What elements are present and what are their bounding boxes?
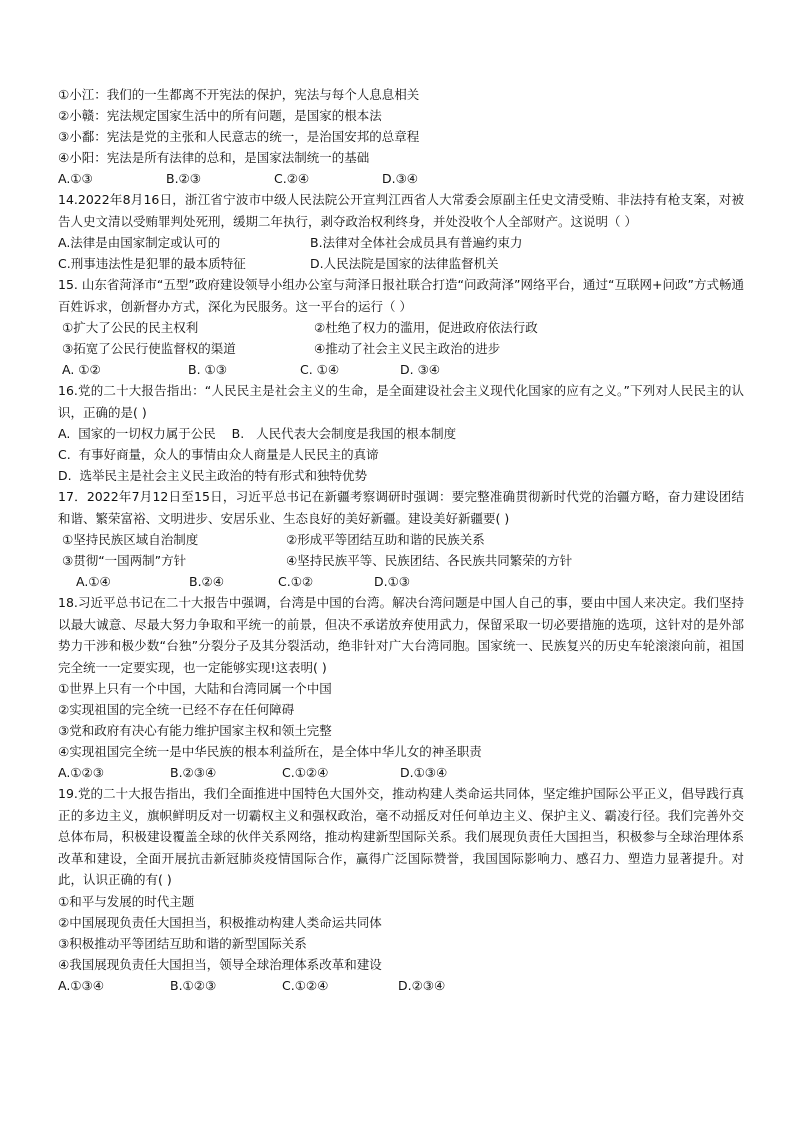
q17-statement-3: ③贯彻“一国两制”方针 — [62, 553, 187, 568]
q16-option-d: D. 选举民主是社会主义民主政治的特有形式和独特优势 — [58, 468, 368, 483]
q18-options — [58, 762, 744, 783]
q19-option-c: C.①②④ — [282, 977, 329, 993]
q17-statement-2: ②形成平等团结互助和谐的民族关系 — [286, 532, 485, 547]
q15-stem: 15. 山东省菏泽市“五型”政府建设领导小组办公室与菏泽日报社联合打造“问政菏泽”网络平台，通过“互联网+问政”方式畅通百姓诉求，创新督办方式，深化为民服务。这一平台的运行（ ） — [58, 277, 744, 314]
q19-statement-1: ①和平与发展的时代主题 — [58, 893, 195, 909]
q17-stem: 17．2022年7月12日至15日，习近平总书记在新疆考察调研时强调：要完整准确贯彻新时代党的治疆方略，奋力建设团结和谐、繁荣富裕、文明进步、安居乐业、生态良好的美好新疆。建设美好新疆要( ) — [58, 489, 744, 526]
q14-options-row-1 — [58, 232, 744, 253]
q14-option-d: D.人民法院是国家的法律监督机关 — [310, 256, 499, 271]
q13-option-a: A.①③ — [58, 171, 93, 186]
q19-option-a: A.①③④ — [58, 977, 104, 993]
q13-option-c: C.②④ — [274, 171, 310, 186]
q18-option-d: D.①③④ — [400, 765, 448, 780]
q18-option-a: A.①②③ — [58, 765, 104, 780]
q18-statement-1: ①世界上只有一个中国，大陆和台湾同属一个中国 — [58, 681, 332, 696]
q13-option-d: D.③④ — [382, 171, 419, 186]
q17-statement-4: ④坚持民族平等、民族团结、各民族共同繁荣的方针 — [286, 553, 573, 568]
q19-options — [58, 975, 744, 996]
q18-option-c: C.①②④ — [282, 765, 329, 780]
question-13 — [58, 84, 744, 189]
q17-statement-1: ①坚持民族区域自治制度 — [62, 532, 199, 547]
question-16 — [58, 380, 744, 486]
q18-statement-3: ③党和政府有决心有能力维护国家主权和领土完整 — [58, 723, 332, 738]
q18-stem: 18.习近平总书记在二十大报告中强调，台湾是中国的台湾。解决台湾问题是中国人自己的事，要由中国人来决定。我们坚持以最大诚意、尽最大努力争取和平统一的前景，但决不承诺放弃使用武力，保留采取一切必要措施的选项，这针对的是外部势力干涉和极少数“台独”分裂分子及其分裂活动，绝非针对广大台湾同胞。国家统一、民族复兴的历史车轮滚滚向前，祖国完全统一一定要实现，也一定能够实现!这表明( ) — [58, 595, 744, 675]
q13-statement-2: ②小赣：宪法规定国家生活中的所有问题，是国家的根本法 — [58, 108, 382, 123]
q17-option-a: A.①④ — [76, 574, 111, 589]
q18-statement-2: ②实现祖国的完全统一已经不存在任何障碍 — [58, 702, 295, 717]
q15-option-c: C. ①④ — [300, 362, 340, 377]
q13-statement-3: ③小鄱：宪法是党的主张和人民意志的统一，是治国安邦的总章程 — [58, 129, 420, 144]
q14-option-c: C.刑事违法性是犯罪的最本质特征 — [58, 256, 246, 271]
exam-content — [58, 84, 744, 996]
q14-option-b: B.法律对全体社会成员具有普遍约束力 — [310, 235, 523, 250]
q15-statement-2: ②杜绝了权力的滥用，促进政府依法行政 — [314, 320, 538, 335]
q17-option-b: B.②④ — [189, 574, 224, 589]
q15-options — [58, 359, 744, 380]
question-15 — [58, 274, 744, 380]
q16-options-row-1: A. 国家的一切权力属于公民 B. 人民代表大会制度是我国的根本制度 — [58, 426, 457, 441]
q13-statement-4: ④小阳：宪法是所有法律的总和，是国家法制统一的基础 — [58, 150, 370, 165]
q17-option-c: C.①② — [278, 574, 314, 589]
q17-statements-row-1 — [58, 529, 744, 550]
q16-option-c: C. 有事好商量，众人的事情由众人商量是人民民主的真谛 — [58, 447, 379, 462]
q18-option-b: B.②③④ — [170, 765, 217, 780]
q19-option-d: D.②③④ — [398, 977, 446, 993]
q13-statement-1: ①小江：我们的一生都离不开宪法的保护，宪法与每个人息息相关 — [58, 87, 420, 102]
q15-statement-4: ④推动了社会主义民主政治的进步 — [314, 341, 501, 356]
q15-statement-3: ③拓宽了公民行使监督权的渠道 — [62, 341, 236, 356]
q15-option-b: B. ①③ — [188, 362, 227, 377]
q19-option-b: B.①②③ — [170, 977, 217, 993]
question-17 — [58, 486, 744, 592]
question-14 — [58, 189, 744, 274]
q17-options — [58, 571, 744, 592]
q15-statements-row-1 — [58, 317, 744, 338]
q17-statements-row-2 — [58, 550, 744, 571]
q14-option-a: A.法律是由国家制定或认可的 — [58, 235, 221, 250]
q14-stem: 14.2022年8月16日，浙江省宁波市中级人民法院公开宣判江西省人大常委会原副主任史文清受贿、非法持有枪支案，对被告人史文清以受贿罪判处死刑，缓期二年执行，剥夺政治权利终身，并处没收个人全部财产。这说明（ ） — [58, 192, 744, 229]
q15-statements-row-2 — [58, 338, 744, 359]
q14-options-row-2 — [58, 253, 744, 274]
question-19 — [58, 783, 744, 996]
q19-statement-2: ②中国展现负责任大国担当，积极推动构建人类命运共同体 — [58, 914, 382, 930]
q18-statement-4: ④实现祖国完全统一是中华民族的根本利益所在，是全体中华儿女的神圣职责 — [58, 744, 482, 759]
question-18 — [58, 592, 744, 783]
q19-statement-3: ③积极推动平等团结互助和谐的新型国际关系 — [58, 935, 307, 951]
q15-statement-1: ①扩大了公民的民主权利 — [62, 320, 199, 335]
q15-option-a: A. ①② — [62, 362, 101, 377]
q13-options — [58, 168, 744, 189]
q13-option-b: B.②③ — [166, 171, 201, 186]
q19-stem: 19.党的二十大报告指出，我们全面推进中国特色大国外交，推动构建人类命运共同体，坚定维护国际公平正义，倡导践行真正的多边主义，旗帜鲜明反对一切霸权主义和强权政治，毫不动摇反对任何单边主义、保护主义、霸凌行径。我们完善外交总体布局，积极建设覆盖全球的伙伴关系网络，推动构建新型国际关系。我们展现负责任大国担当，积极参与全球治理体系改革和建设，全面开展抗击新冠肺炎疫情国际合作，赢得广泛国际赞誉，我国国际影响力、感召力、塑造力显著提升。对此，认识正确的有( ) — [58, 786, 744, 887]
q15-option-d: D. ③④ — [400, 362, 440, 377]
q16-stem: 16.党的二十大报告指出：“人民民主是社会主义的生命，是全面建设社会主义现代化国家的应有之义。”下列对人民民主的认识，正确的是( ) — [58, 383, 744, 420]
q17-option-d: D.①③ — [374, 574, 411, 589]
q19-statement-4: ④我国展现负责任大国担当，领导全球治理体系改革和建设 — [58, 956, 382, 972]
